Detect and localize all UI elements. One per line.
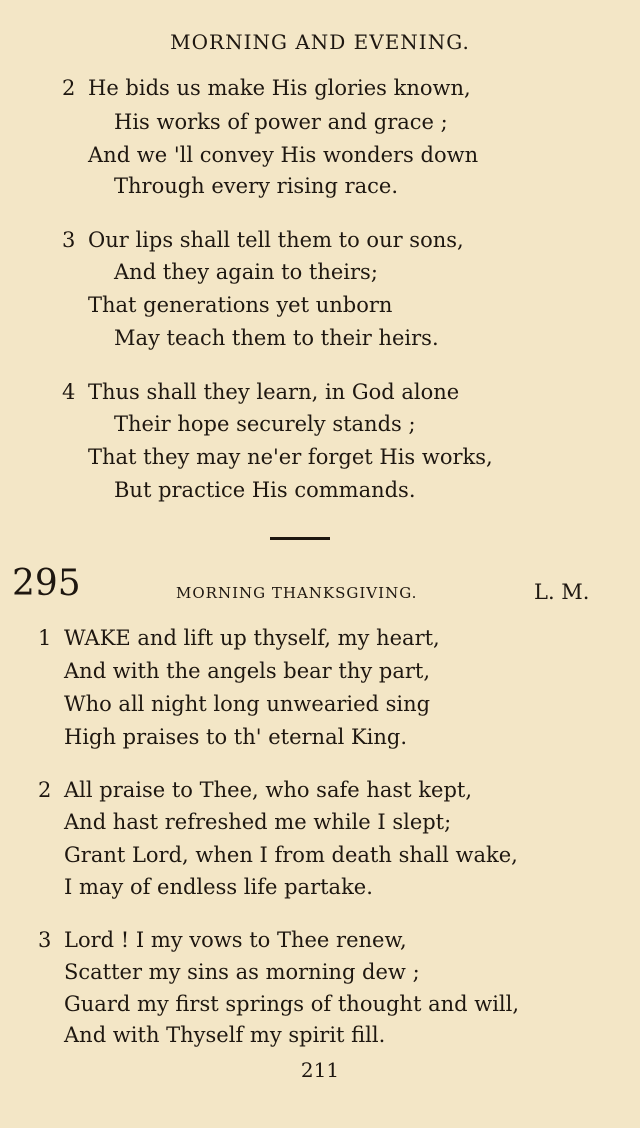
verse-line: That they may ne'er forget His works, (88, 445, 493, 469)
verse-number: 4 (62, 380, 76, 404)
verse-line: WAKE and lift up thyself, my heart, (64, 626, 440, 650)
running-head: MORNING AND EVENING. (170, 30, 470, 54)
hymn-number: 295 (12, 563, 81, 604)
verse-line: Scatter my sins as morning dew ; (64, 960, 420, 984)
verse-line: Guard my first springs of thought and will, (64, 992, 520, 1016)
verse-line: Who all night long unwearied sing (64, 692, 431, 716)
verse-line: And they again to theirs; (114, 260, 378, 284)
verse-number: 2 (62, 76, 76, 100)
verse-line: That generations yet unborn (88, 293, 393, 317)
verse-line: But practice His commands. (114, 478, 416, 502)
verse-number: 3 (62, 228, 76, 252)
verse-number: 1 (38, 626, 52, 650)
verse-line: Through every rising race. (114, 174, 398, 198)
verse-line: Grant Lord, when I from death shall wake, (64, 843, 518, 867)
verse-line: Thus shall they learn, in God alone (88, 380, 460, 404)
verse-line: Their hope securely stands ; (114, 412, 416, 436)
verse-line: All praise to Thee, who safe hast kept, (64, 778, 473, 802)
hymn-meter: L. M. (534, 580, 590, 604)
verse-line: He bids us make His glories known, (88, 76, 471, 100)
verse-line: I may of endless life partake. (64, 875, 373, 899)
verse-line: And with the angels bear thy part, (64, 659, 431, 683)
verse-line: High praises to th' eternal King. (64, 725, 408, 749)
verse-number: 3 (38, 928, 52, 952)
section-divider (270, 537, 330, 540)
verse-line: May teach them to their heirs. (114, 326, 439, 350)
verse-line: And we 'll convey His wonders down (88, 143, 479, 167)
verse-line: Lord ! I my vows to Thee renew, (64, 928, 407, 952)
verse-number: 2 (38, 778, 52, 802)
page-number: 211 (300, 1058, 340, 1082)
hymn-title: MORNING THANKSGIVING. (176, 584, 418, 602)
verse-line: Our lips shall tell them to our sons, (88, 228, 464, 252)
verse-line: And hast refreshed me while I slept; (64, 810, 452, 834)
verse-line: And with Thyself my spirit fill. (64, 1023, 386, 1047)
verse-line: His works of power and grace ; (114, 110, 448, 134)
